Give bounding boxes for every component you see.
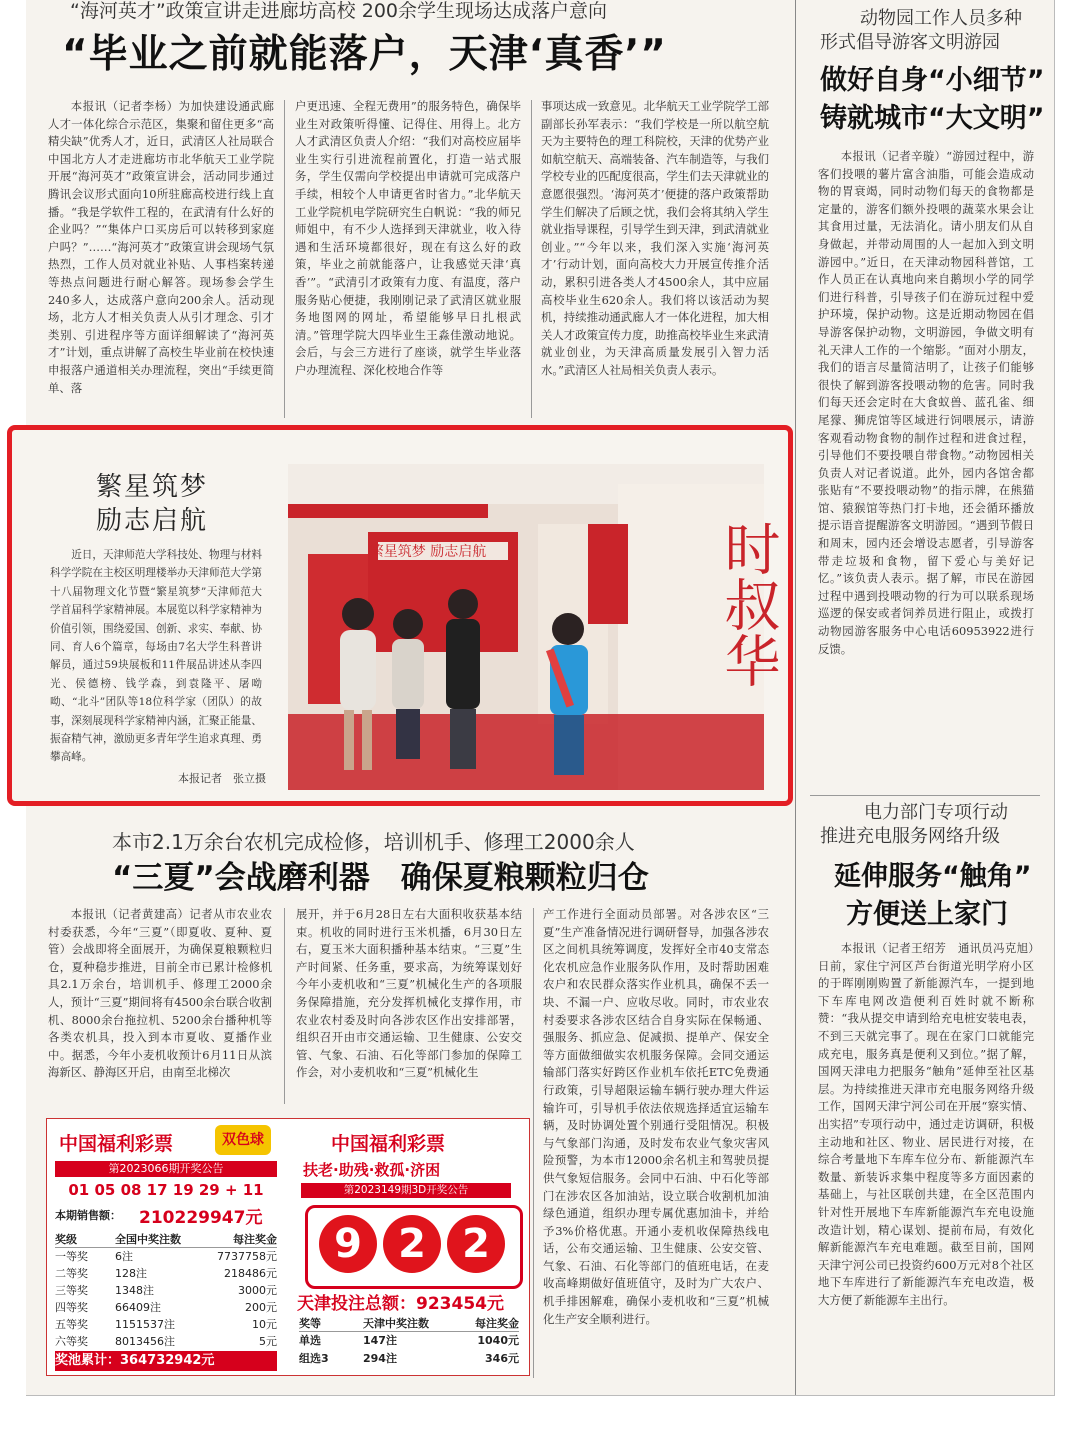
lottery-left-table: 奖级 全国中奖注数 每注奖金 一等奖 6注 7737758元 二等奖 128注 218486元 三等奖 1348注 3000元 四等奖 66409注 200元 五等奖 1151537注 10元 六等奖 8013456注 5元 — [55, 1233, 277, 1348]
sanxia-col-2: 展开，并于6月28日左右大面积收获基本结束。机收的同时进行玉米机播，6月30日左右，夏玉米大面积播种基本结束。“三夏”生产时间紧、任务重，要求高，为统筹谋划好今年小麦机收和“三夏”机械化生产的各项服务保障措施，充分发挥机械化支撑作用，市农业农村委及时向各涉农区作出安排部署，组织召开由市交通运输、卫生健康、公安交管、气象、石油、石化等部门参加的保障工作会，对小麦机收和“三夏”机械化生 — [296, 907, 522, 1080]
lottery-left-title: 中国福利彩票 — [59, 1133, 174, 1155]
table-row: 五等奖 1151537注 10元 — [55, 1318, 277, 1331]
table-row: 二等奖 128注 218486元 — [55, 1267, 277, 1280]
exhibition-photo-illustration — [288, 464, 781, 790]
sanxia-headline: “三夏”会战磨利器 确保夏粮颗粒归仓 — [112, 860, 649, 896]
table-row: 三等奖 1348注 3000元 — [55, 1284, 277, 1297]
zoo-body: 本报讯（记者辛璇）“游园过程中，游客们投喂的薯片富含油脂，可能会造成动物的胃衰竭，同时动物们每天的食物都是定量的，游客们额外投喂的蔬菜水果会让其食用过量，无法消化。请小朋友们从自身做起，并带动周围的人一起加入到文明游园中。”近日，在天津动物园科普馆，工作人员正在认真地向来自鹅坝小学的同学们进行科普，引导孩子们在游玩过程中爱护环境，保护动物。这是近期动物园在倡导游客保护动物，文明游园，争做文明有礼天津人工作的一个缩影。“面对小朋友，我们的语言尽量简洁明了，让孩子们能够很快了解到游客投喂动物的危害。同时我们每天还会定时在大食蚁兽、蓝孔雀、细尾獴、狮虎馆等区域进行饲喂展示，请游客观看动物食物的制作过程和进食过程，引导他们不要投喂自带食物。”动物园相关负责人对记者说道。此外，园内各馆舍都张贴有“不要投喂动物”的指示牌，在熊猫馆、猿猴馆等热门打卡地，还会循环播放提示语音提醒游客文明游园。“遇到节假日和周末，园内还会增设志愿者，引导游客带走垃圾和食物，留下爱心与美好记忆。”该负责人表示。据了解，市民在游园过程中遇到投喂动物的行为可以联系现场巡逻的保安或者饲养员进行阻止，或拨打动物园游客服务中心电话60953922进行反馈。 — [818, 149, 1034, 656]
lottery-ball-3: 2 — [447, 1215, 505, 1273]
lottery-right-table: 奖等 天津中奖注数 每注奖金 单选 147注 1040元 组选3 294注 346元 — [299, 1315, 519, 1368]
power-headline-2: 方便送上家门 — [846, 899, 1008, 930]
lottery-right-sales: 天津投注总额：923454元 — [297, 1294, 504, 1314]
power-body: 本报讯（记者王绍芳 通讯员冯克旭）日前，家住宁河区芦台街道光明学府小区的于晖刚刚购置了新能源汽车，一提到地下车库电网改造便利百姓时就不断称赞：“我从提交申请到给充电桩安装电表，不到三天就完事了。现在在家门口就能完成充电，服务真是便利又到位。”据了解，国网天津电力把服务“触角”延伸至社区基层。为持续推进天津市充电服务网络升级工作，国网天津宁河公司在开展“察实情、出实招”专项行动中，通过走访调研，积极主动地和社区、物业、居民进行对接，在综合考量地下车库车位分布、新能源汽车数量、新装诉求集中程度等多方面因素的基础上，与社区联创共建，在全区范围内针对性开展地下车库新能源汽车充电设施改造计划，精心谋划、提前布局，有效化解新能源汽车充电难题。截至目前，国网天津宁河公司已投资约600万元对8个社区地下车库进行了新能源汽车充电改造，极大方便了新能源车主出行。 — [818, 941, 1034, 1307]
table-row: 一等奖 6注 7737758元 — [55, 1250, 277, 1263]
power-headline-1: 延伸服务“触角” — [834, 861, 1032, 892]
lottery-left-pool: 奖池累计：364732942元 — [55, 1351, 277, 1371]
zoo-kicker-1: 动物园工作人员多种 — [860, 8, 1022, 29]
power-kicker-1: 电力部门专项行动 — [864, 802, 1008, 823]
sanxia-col-3: 产工作进行全面动员部署。对各涉农区“三夏”生产准备情况进行调研督导，加强各涉农区之间机具统筹调度，发挥好全市40支常态化农机应急作业服务队作用，及时帮助困难农户和农民群众落实作业机具，确保不丢一块、不漏一户、应收尽收。同时，市农业农村委要求各涉农区结合自身实际在保畅通、强服务、抓应急、促减损、提单产、保安全等方面做细做实农机服务保障。会同交通运输部门落实好跨区作业机车依托ETC免费通行政策，引导超限运输车辆行驶办理大件运输许可，引导机手依法依规选择适宜运输车辆，及时协调处置个别通行受阻情况。积极与气象部门沟通，及时发布农业气象灾害风险预警，为本市12000余名机主和驾驶员提供气象短信服务。会同中石油、中石化等部门在涉农区各加油站，设立联合收割机加油绿色通道，组织办理专属优惠加油卡，并给予3%价格优惠。开通小麦机收保障热线电话，公布交通运输、卫生健康、公安交管、气象、石油、石化等部门的值班电话，在麦收高峰期做好值班值守，及时为广大农户、机手排困解难，确保小麦机收和“三夏”机械化生产安全顺利进行。 — [543, 907, 769, 1326]
lottery-left-sales-label: 本期销售额： — [55, 1209, 121, 1222]
lottery-ball-2: 2 — [383, 1215, 441, 1273]
photo-story-title-2: 励志启航 — [96, 506, 209, 536]
power-kicker-2: 推进充电服务网络升级 — [820, 826, 1000, 847]
lottery-right-draw: 第2023149期3D开奖公告 — [301, 1183, 511, 1198]
lottery-left-sales: 210229947元 — [139, 1208, 263, 1228]
photo-story-body: 近日，天津师范大学科技处、物理与材料科学学院在主校区明理楼举办天津师范大学第十八届物理文化节暨“繁星筑梦”天津师范大学首届科学家精神展。本展览以科学家精神为价值引领，围绕爱国、创新、求实、奉献、协同、育人6个篇章，每场由7名大学生科普讲解员，通过59块展板和11件展品讲述从李四光、侯德榜、钱学森，到袁隆平、屠呦呦、“北斗”团队等18位科学家（团队）的故事，深刻展现科学家精神内涵，汇聚正能量、振奋精气神，激励更多青年学生追求真理、勇攀高峰。 — [50, 549, 262, 764]
photo-story-credit: 本报记者 张立摄 — [178, 772, 266, 785]
table-row: 四等奖 66409注 200元 — [55, 1301, 277, 1314]
sanxia-col-1: 本报讯（记者黄建高）记者从市农业农村委获悉，今年“三夏”（即夏收、夏种、夏管）会战即将全面展开，为确保夏粮颗粒归仓，夏种稳步推进，目前全市已累计检修机具2.1万余台，培训机手、修理工2000余人，预计“三夏”期间将有4500余台联合收割机、8000余台拖拉机、5200余台播种机等各类农机具，投入到本市夏收、夏播作业中。据悉，今年小麦机收预计6月11日从滨海新区、静海区开启，由南至北梯次 — [48, 907, 272, 1080]
top-story-headline: “毕业之前就能落户，天津‘真香’” — [62, 32, 667, 77]
table-row: 单选 147注 1040元 — [299, 1334, 519, 1347]
top-story-col-1: 本报讯（记者李杨）为加快建设通武廊人才一体化综合示范区，集聚和留住更多“高精尖缺”优秀人才，近日，武清区人社局联合中国北方人才走进廊坊市北华航天工业学院开展“海河英才”政策宣讲会，活动同步通过腾讯会议形式面向10所驻廊高校进行线上直播。“我是学软件工程的，在武清有什么好的企业吗？”“集体户口买房后可以转移到家庭户吗？”……“海河英才”政策宣讲会现场气氛热烈，工作人员对就业补贴、人事档案转递等热点问题进行耐心解答。现场参会学生240多人，达成落户意向200余人。活动现场，北方人才相关负责人从引才理念、引才类别、引进程序等方面详细解读了“海河英才”计划，重点讲解了高校生毕业前在校快速申报落户通道相关办理流程，突出“手续更简单、落 — [48, 99, 274, 395]
lottery-right-slogan: 扶老·助残·救孤·济困 — [303, 1161, 441, 1179]
photo-banner: 繁星筑梦 励志启航 — [369, 544, 487, 560]
lottery-right-title: 中国福利彩票 — [331, 1133, 446, 1155]
table-row: 组选3 294注 346元 — [299, 1352, 519, 1365]
sanxia-kicker: 本市2.1万余台农机完成检修，培训机手、修理工2000余人 — [112, 830, 635, 854]
lottery-ssq — [47, 1119, 285, 1375]
photo-calligraphy: 时叔华 — [715, 520, 781, 688]
top-story-col-2: 户更迅速、全程无费用”的服务特色，确保毕业生对政策听得懂、记得住、用得上。北方人才武清区负责人介绍：“我们对高校应届毕业生实行引进流程前置化，打造一站式服务，学生仅需向学校提出申请就可完成落户手续，相较个人申请更省时省力。”北华航天工业学院机电学院研究生白帆说：“我的师兄师姐中，有不少人选择到天津就业，收入待遇和生活环境都很好，现在有这么好的政策，毕业之前就能落户，让我感觉天津‘真香’”。“武清引才政策有力度、有温度，落户服务贴心便捷，我刚刚记录了武清区就业服务地图网的网址，希望能够早日扎根武清。”管理学院大四毕业生王淼佳激动地说。会后，与会三方进行了座谈，就学生毕业落户办理流程、深化校地合作等 — [295, 99, 521, 377]
exhibition-photo — [288, 464, 781, 790]
zoo-kicker-2: 形式倡导游客文明游园 — [820, 32, 1000, 53]
photo-story-title-1: 繁星筑梦 — [96, 472, 209, 502]
lottery-ball-1: 9 — [319, 1215, 377, 1273]
top-story-kicker: “海河英才”政策宣讲走进廊坊高校 200余学生现场达成落户意向 — [70, 0, 607, 22]
lottery-3d — [291, 1119, 529, 1375]
lottery-left-draw: 第2023066期开奖公告 — [55, 1161, 277, 1177]
zoo-headline-2: 铸就城市“大文明” — [820, 103, 1045, 134]
top-story-col-3: 事项达成一致意见。北华航天工业学院学工部副部长孙军表示：“我们学校是一所以航空航天为主要特色的理工科院校，天津的优势产业如航空航天、高端装备、汽车制造等，与我们学校专业的匹配度很高，学生们去天津就业的意愿很强烈。‘海河英才’便捷的落户政策帮助学生们解决了后顾之忧，我们会将其纳入学生就业指导课程，引导学生到天津，到武清就业创业。”“今年以来，我们深入实施‘海河英才’行动计划，面向高校大力开展宣传推介活动，累积引进各类人才4500余人，其中应届高校毕业生620余人。我们将以该活动为契机，持续推动通武廊人才一体化进程，加大相关人才政策宣传力度，助推高校毕业生来武清就业创业，为天津高质量发展引入智力活水。”武清区人社局相关负责人表示。 — [541, 99, 769, 377]
lottery-ads — [46, 1118, 530, 1376]
zoo-headline-1: 做好自身“小细节” — [820, 65, 1045, 96]
lottery-left-numbers: 01 05 08 17 19 29 + 11 — [68, 1181, 264, 1199]
lottery-left-badge: 双色球 — [215, 1125, 271, 1155]
table-row: 六等奖 8013456注 5元 — [55, 1335, 277, 1348]
